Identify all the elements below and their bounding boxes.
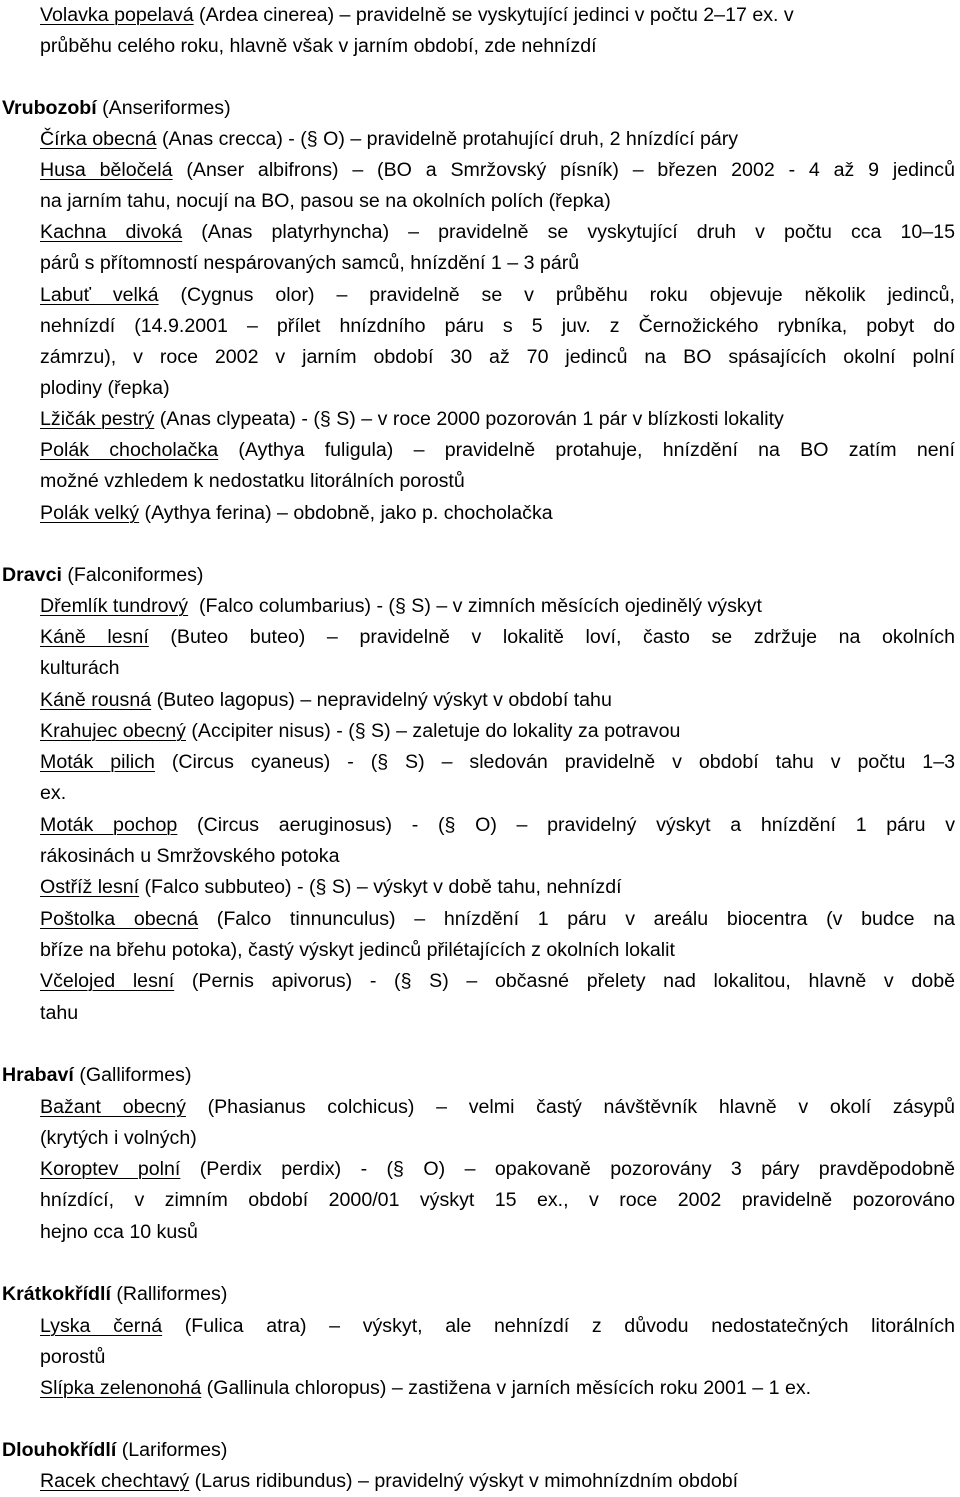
entry-labut-velka-line-3: zámrzu), v roce 2002 v jarním období 30 až 70 jedinců na BO spásajících okolní polní bbox=[40, 346, 955, 368]
entry-motak-pochop: Moták pochop (Circus aeruginosus) - (§ O) – pravidelný výskyt a hnízdění 1 páru v bbox=[40, 814, 955, 836]
entry-kachna-divoka-line-2: párů s přítomností nespárovaných samců, hnízdění 1 – 3 párů bbox=[40, 252, 580, 274]
entry-kane-rousna: Káně rousná (Buteo lagopus) – nepravidelný výskyt v období tahu bbox=[40, 689, 612, 711]
entry-husa-belocela-line-2: na jarním tahu, nocují na BO, pasou se na okolních polích (řepka) bbox=[40, 190, 611, 212]
entry-koroptev-polni-line-3: hejno cca 10 kusů bbox=[40, 1221, 198, 1243]
entry-koroptev-polni: Koroptev polní (Perdix perdix) - (§ O) – opakovaně pozorovány 3 páry pravděpodobně bbox=[40, 1158, 955, 1180]
entry-lyska-cerna: Lyska černá (Fulica atra) – výskyt, ale nehnízdí z důvodu nedostatečných litorálních bbox=[40, 1315, 955, 1337]
entry-polak-chocholacka-line-2: možné vzhledem k nedostatku litorálních porostů bbox=[40, 470, 465, 492]
section-heading-vrubozobi: Vrubozobí (Anseriformes) bbox=[2, 97, 231, 119]
section-heading-hrabavi: Hrabaví (Galliformes) bbox=[2, 1064, 192, 1086]
entry-kane-lesni: Káně lesní (Buteo buteo) – pravidelně v lokalitě loví, často se zdržuje na okolních bbox=[40, 626, 956, 648]
entry-cirka-obecna: Čírka obecná (Anas crecca) - (§ O) – pravidelně protahující druh, 2 hnízdící páry bbox=[40, 128, 739, 150]
entry-polak-chocholacka: Polák chocholačka (Aythya fuligula) – pravidelně protahuje, hnízdění na BO zatím není bbox=[40, 439, 955, 461]
entry-kane-lesni-line-2: kulturách bbox=[40, 657, 120, 679]
entry-labut-velka: Labuť velká (Cygnus olor) – pravidelně se v průběhu roku objevuje několik jedinců, bbox=[40, 284, 955, 306]
entry-postolka-obecna-line-2: bříze na břehu potoka), častý výskyt jedinců přilétajících z okolních lokalit bbox=[40, 939, 675, 961]
entry-motak-pochop-line-2: rákosinách u Smržovského potoka bbox=[40, 845, 340, 867]
entry-motak-pilich: Moták pilich (Circus cyaneus) - (§ S) – sledován pravidelně v období tahu v počtu 1–3 bbox=[40, 751, 955, 773]
entry-kachna-divoka: Kachna divoká (Anas platyrhyncha) – pravidelně se vyskytující druh v počtu cca 10–15 bbox=[40, 221, 955, 243]
entry-volavka-line-1 bbox=[40, 0, 955, 31]
section-heading-dravci: Dravci (Falconiformes) bbox=[2, 564, 204, 586]
entry-racek-chechtavy: Racek chechtavý (Larus ridibundus) – pravidelný výskyt v mimohnízdním období bbox=[40, 1470, 739, 1492]
entry-polak-velky: Polák velký (Aythya ferina) – obdobně, jako p. chocholačka bbox=[40, 502, 553, 524]
entry-bazant-obecny: Bažant obecný (Phasianus colchicus) – velmi častý návštěvník hlavně v okolí zásypů bbox=[40, 1096, 955, 1118]
species-name: Volavka popelavá bbox=[40, 4, 194, 26]
entry-postolka-obecna: Poštolka obecná (Falco tinnunculus) – hnízdění 1 páru v areálu biocentra (v budce na bbox=[40, 908, 955, 930]
entry-koroptev-polni-line-2: hnízdící, v zimním období 2000/01 výskyt 15 ex., v roce 2002 pravidelně pozorováno bbox=[40, 1189, 955, 1211]
entry-labut-velka-line-2: nehnízdí (14.9.2001 – přílet hnízdního páru s 5 juv. z Černožického rybníka, pobyt do bbox=[40, 315, 955, 337]
entry-krahujec-obecny: Krahujec obecný (Accipiter nisus) - (§ S) – zaletuje do lokality za potravou bbox=[40, 720, 681, 742]
section-heading-dlouhokridli: Dlouhokřídlí (Lariformes) bbox=[2, 1439, 228, 1461]
entry-husa-belocela: Husa běločelá (Anser albifrons) – (BO a Smržovský písník) – březen 2002 - 4 až 9 jedinců bbox=[40, 159, 955, 181]
entry-ostriz-lesni: Ostříž lesní (Falco subbuteo) - (§ S) – výskyt v době tahu, nehnízdí bbox=[40, 876, 622, 898]
entry-lzicak-pestry: Lžičák pestrý (Anas clypeata) - (§ S) – v roce 2000 pozorován 1 pár v blízkosti lokality bbox=[40, 408, 784, 430]
species-description: (Ardea cinerea) – pravidelně se vyskytující jedinci v počtu 2–17 ex. v bbox=[193, 4, 794, 26]
entry-vcelojed-lesni: Včelojed lesní (Pernis apivorus) - (§ S) – občasné přelety nad lokalitou, hlavně v době bbox=[40, 970, 955, 992]
entry-dremlik-tundrovy: Dřemlík tundrový (Falco columbarius) - (§ S) – v zimních měsících ojedinělý výskyt bbox=[40, 595, 762, 617]
entry-lyska-cerna-line-2: porostů bbox=[40, 1346, 106, 1368]
entry-volavka-line-2: průběhu celého roku, hlavně však v jarním období, zde nehnízdí bbox=[40, 35, 597, 57]
entry-slipka-zelenonoha: Slípka zelenonohá (Gallinula chloropus) – zastižena v jarních měsících roku 2001 – 1 ex. bbox=[40, 1377, 812, 1399]
entry-motak-pilich-line-2: ex. bbox=[40, 782, 67, 804]
entry-bazant-obecny-line-2: (krytých i volných) bbox=[40, 1127, 197, 1149]
entry-labut-velka-line-4: plodiny (řepka) bbox=[40, 377, 170, 399]
section-heading-kratkokridli: Krátkokřídlí (Ralliformes) bbox=[2, 1283, 228, 1305]
entry-vcelojed-lesni-line-2: tahu bbox=[40, 1002, 79, 1024]
